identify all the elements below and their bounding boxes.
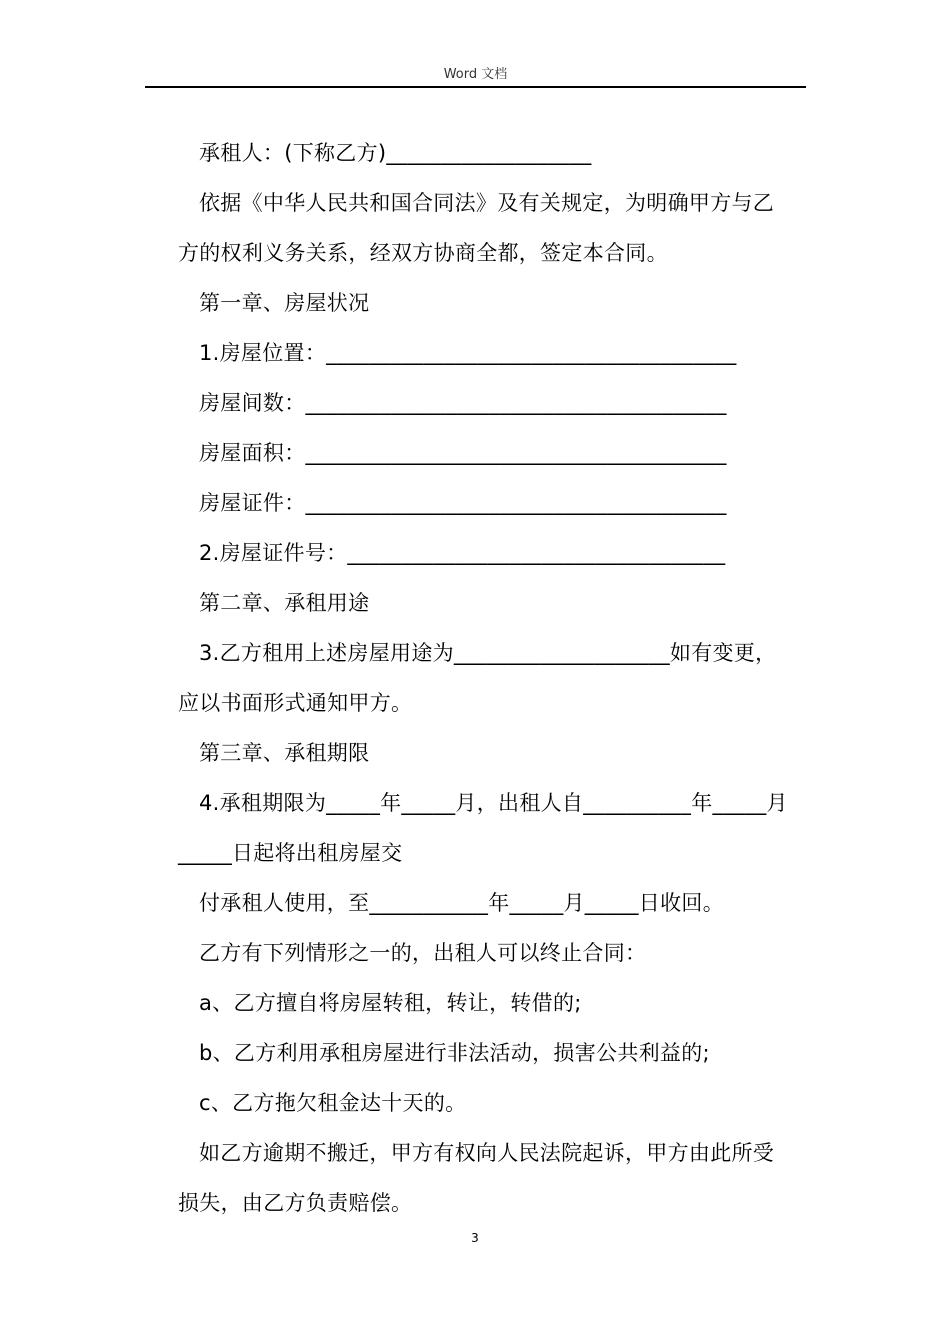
form-line-room-count: 房屋间数：_______________________________________ <box>199 391 727 415</box>
lessee-line: 承租人：(下称乙方)___________________ <box>199 141 592 165</box>
page-header: Word 文档 <box>443 67 508 82</box>
chapter-heading: 第三章、承租期限 <box>199 741 370 765</box>
paragraph-line: 损失，由乙方负责赔偿。 <box>178 1191 413 1215</box>
page-number: 3 <box>471 1231 479 1245</box>
form-line-certificate-number: 2.房屋证件号：___________________________________ <box>199 541 726 565</box>
list-item: a、乙方擅自将房屋转租，转让，转借的; <box>199 991 582 1015</box>
list-item: c、乙方拖欠租金达十天的。 <box>199 1091 467 1115</box>
paragraph-line: 4.承租期限为_____年_____月，出租人自__________年_____月 <box>199 791 788 815</box>
form-line-house-area: 房屋面积：_______________________________________ <box>199 441 727 465</box>
header-divider <box>145 86 806 88</box>
paragraph-line: 依据《中华人民共和国合同法》及有关规定，为明确甲方与乙 <box>199 191 775 215</box>
form-line-house-certificate: 房屋证件：_______________________________________ <box>199 491 727 515</box>
list-item: b、乙方利用承租房屋进行非法活动，损害公共利益的; <box>199 1041 710 1065</box>
form-line-house-location: 1.房屋位置：______________________________________ <box>199 341 737 365</box>
paragraph-line: _____日起将出租房屋交 <box>178 841 403 865</box>
paragraph-line: 乙方有下列情形之一的，出租人可以终止合同： <box>199 941 647 965</box>
paragraph-line: 应以书面形式通知甲方。 <box>178 691 413 715</box>
paragraph-line: 方的权利义务关系，经双方协商全都，签定本合同。 <box>178 241 668 265</box>
paragraph-line: 3.乙方租用上述房屋用途为____________________如有变更， <box>199 641 777 665</box>
chapter-heading: 第二章、承租用途 <box>199 591 370 615</box>
paragraph-line: 如乙方逾期不搬迁，甲方有权向人民法院起诉，甲方由此所受 <box>199 1141 775 1165</box>
paragraph-line: 付承租人使用，至___________年_____月_____日收回。 <box>199 891 724 915</box>
chapter-heading: 第一章、房屋状况 <box>199 291 370 315</box>
document-body <box>178 128 806 1228</box>
